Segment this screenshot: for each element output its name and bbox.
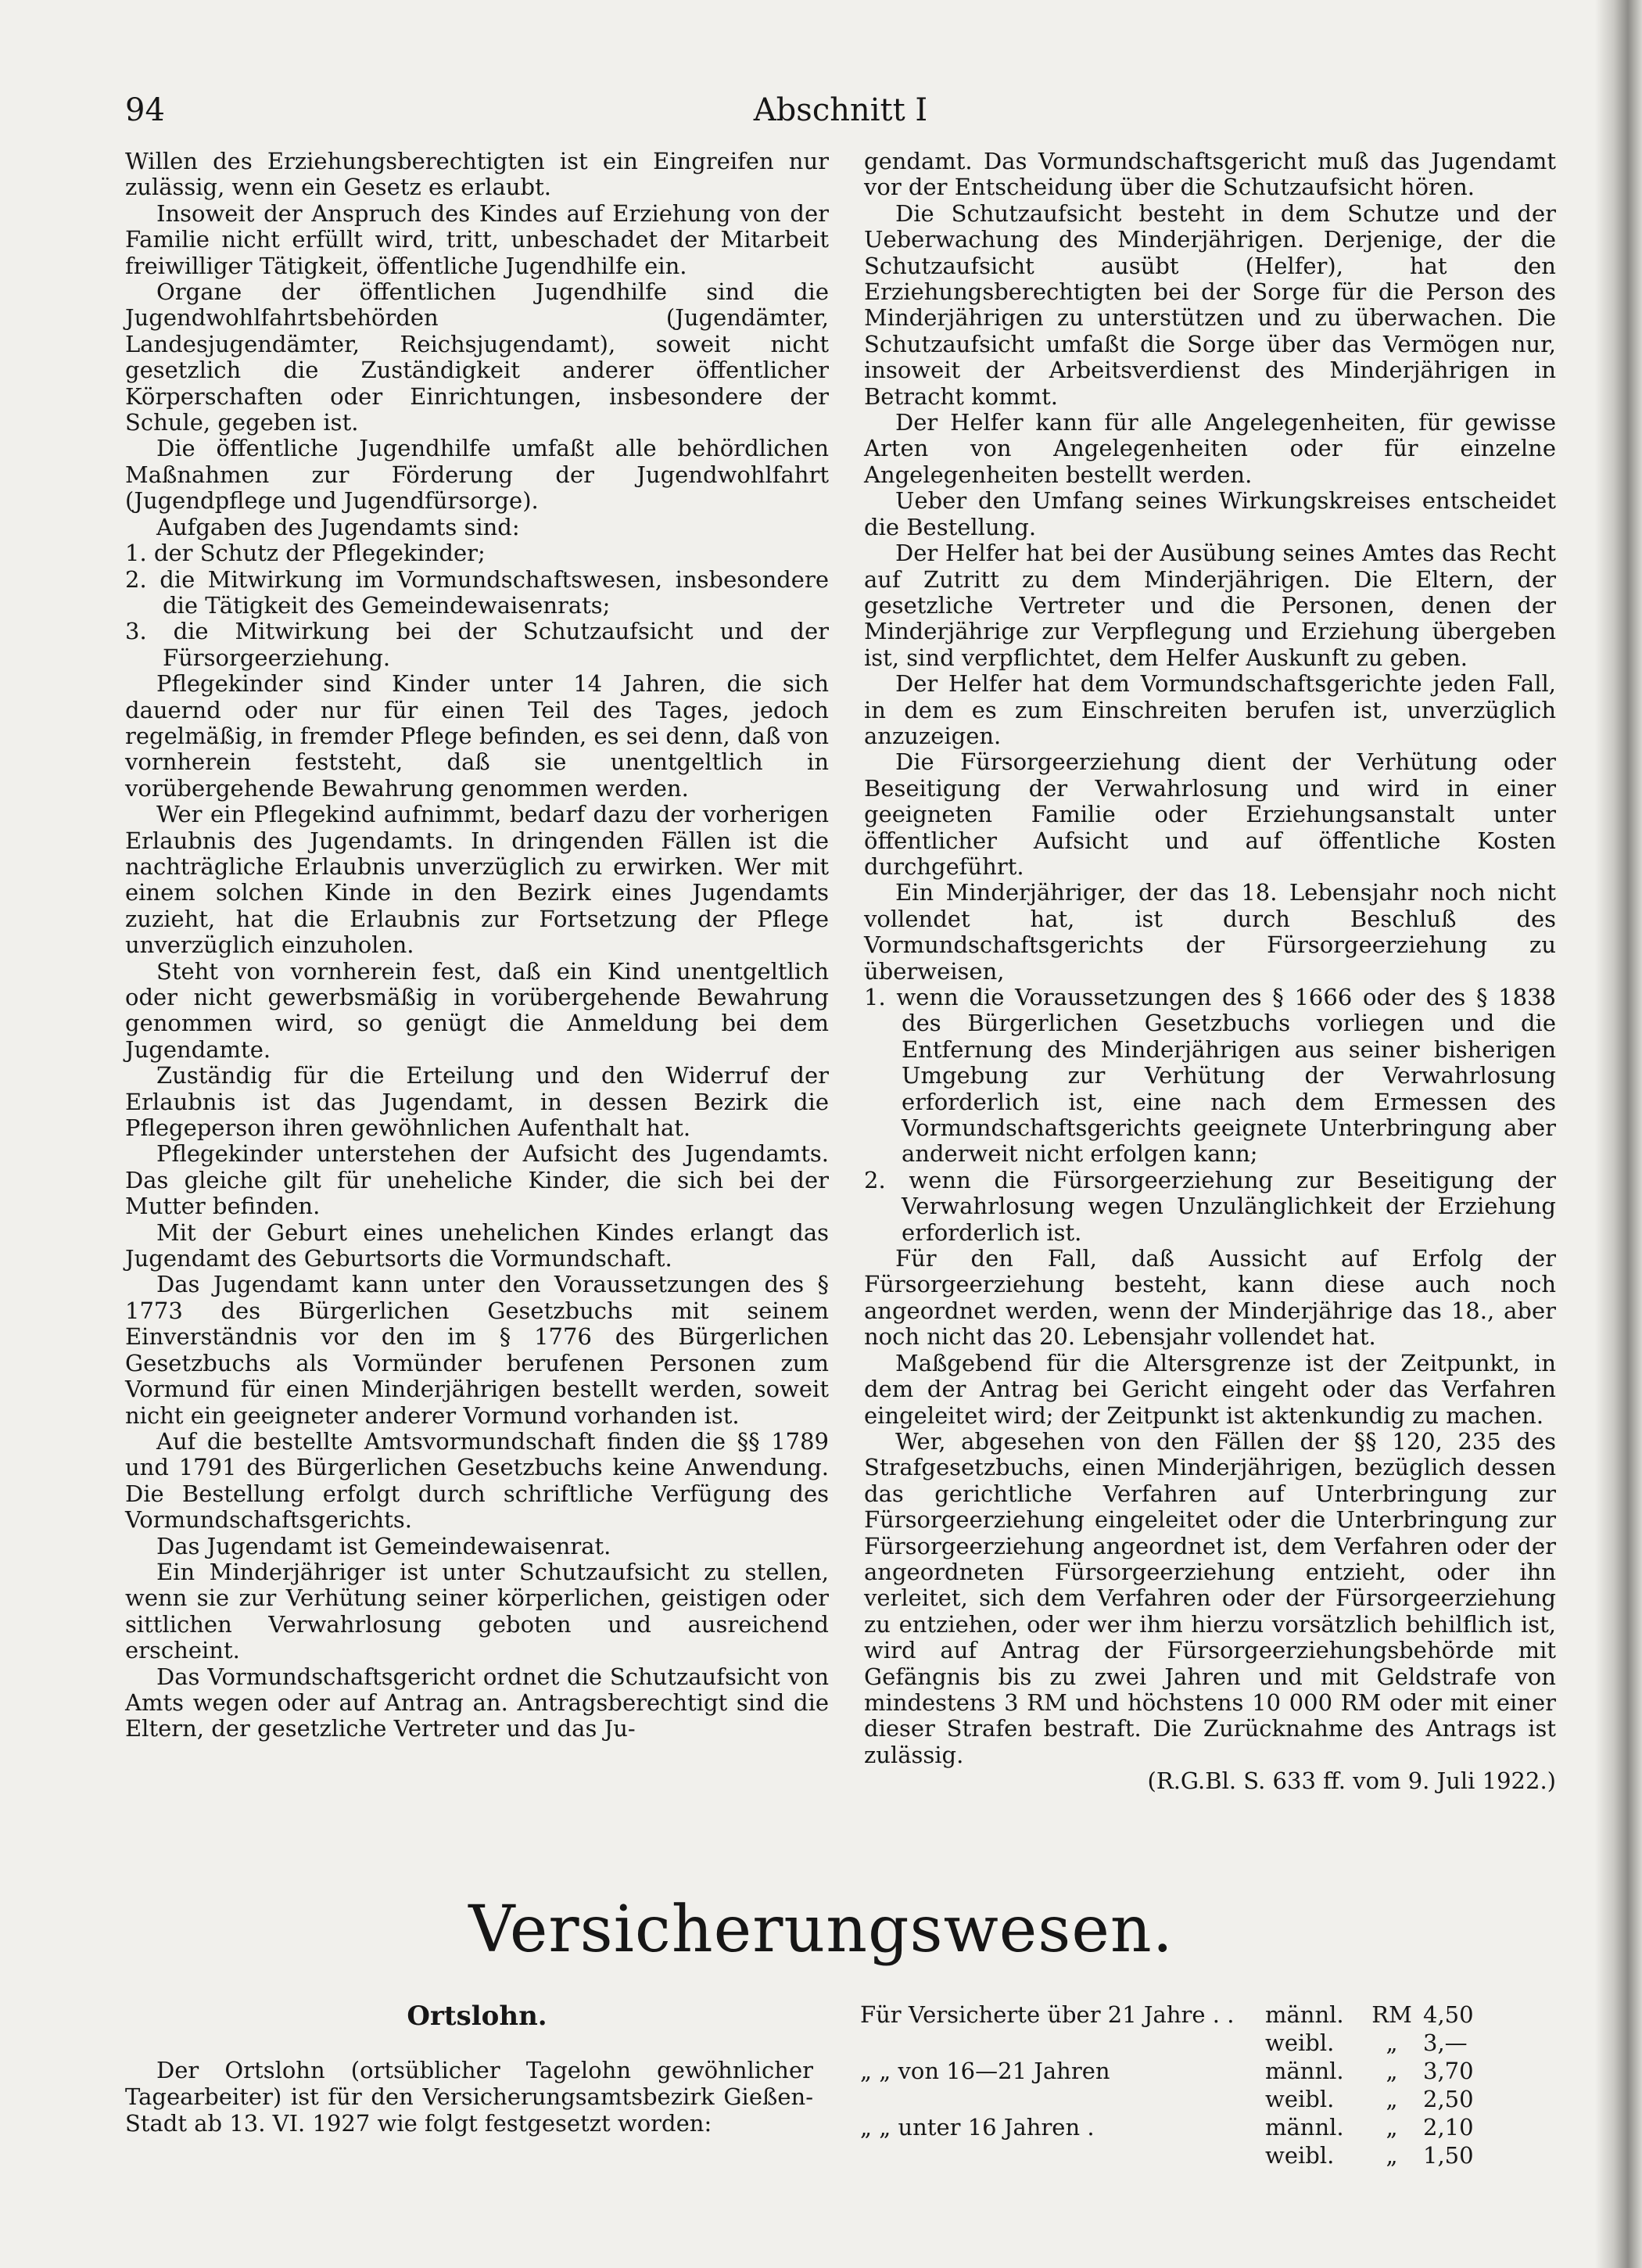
left-paragraph: Zuständig für die Erteilung und den Widerruf der Erlaubnis ist das Jugendamt, in dessen Bezirk die Pflegeperson ihren gewöhnlichen Aufenthalt hat. bbox=[125, 1062, 829, 1142]
wage-label: Für Versicherte über 21 Jahre . . bbox=[860, 2001, 1235, 2028]
right-paragraph: Ein Minderjähriger, der das 18. Lebensjahr noch nicht vollendet hat, ist durch Beschluß des Vormundschaftsgerichts der Fürsorgeerziehung zu überweisen, bbox=[864, 879, 1556, 985]
left-paragraph: Das Vormundschaftsgericht ordnet die Schutzaufsicht von Amts wegen oder auf Antrag an. Antragsberechtigt sind die Eltern, der gesetzliche Vertreter und das Ju- bbox=[125, 1663, 829, 1742]
wage-amount: 1,50 bbox=[1423, 2142, 1474, 2169]
left-paragraph: Das Jugendamt ist Gemeindewaisenrat. bbox=[156, 1532, 611, 1559]
wage-label bbox=[860, 2029, 1265, 2057]
left-paragraph: Die öffentliche Jugendhilfe umfaßt alle behördlichen Maßnahmen zur Förderung der Jugendwohlfahrt (Jugendpflege und Jugendfürsorge). bbox=[125, 435, 829, 515]
table-row bbox=[860, 2001, 1556, 2029]
left-paragraph: Organe der öffentlichen Jugendhilfe sind die Jugendwohlfahrtsbehörden (Jugendämter, Landesjugendämter, Reichsjugendamt), soweit nicht gesetzlich die Zuständigkeit anderer öffentlicher Körperschaften oder Einrichtungen, insbesondere der Schule, gegeben ist. bbox=[125, 278, 829, 436]
wage-amount: 3,— bbox=[1423, 2029, 1468, 2056]
left-paragraph: Ein Minderjähriger ist unter Schutzaufsicht zu stellen, wenn sie zur Verhütung seiner körperlichen, geistigen oder sittlichen Verwahrlosung geboten und ausreichend erscheint. bbox=[125, 1558, 829, 1664]
left-paragraph: Wer ein Pflegekind aufnimmt, bedarf dazu der vorherigen Erlaubnis des Jugendamts. In dringenden Fällen ist die nachträgliche Erlaubnis unverzüglich zu erwirken. Wer mit einem solchen Kinde in den Bezirk eines Jugendamts zuzieht, hat die Erlaubnis zur Fortsetzung der Pflege unverzüglich einzuholen. bbox=[125, 801, 829, 959]
right-citation: (R.G.Bl. S. 633 ff. vom 9. Juli 1922.) bbox=[1147, 1767, 1556, 1795]
wage-currency: „ bbox=[1386, 2114, 1398, 2141]
left-column bbox=[125, 149, 829, 1742]
right-list-item: 2. wenn die Fürsorgeerziehung zur Beseitigung der Verwahrlosung wegen Unzulänglichkeit der Erziehung erforderlich ist. bbox=[864, 1166, 1556, 1246]
table-row bbox=[860, 2057, 1556, 2085]
ortslohn-paragraph: Der Ortslohn (ortsüblicher Tagelohn gewöhnlicher Tagearbeiter) ist für den Versicherungsamtsbezirk Gießen-Stadt ab 13. VI. 1927 wie folgt festgesetzt worden: bbox=[125, 2057, 813, 2137]
left-list-item: 2. die Mitwirkung im Vormundschaftswesen, insbesondere die Tätigkeit des Gemeindewaisenrats; bbox=[125, 565, 829, 619]
right-column bbox=[864, 149, 1556, 1795]
left-list-item: 1. der Schutz der Pflegekinder; bbox=[125, 540, 486, 567]
left-paragraph: Insoweit der Anspruch des Kindes auf Erziehung von der Familie nicht erfüllt wird, tritt, unbeschadet der Mitarbeit freiwilliger Tätigkeit, öffentliche Jugendhilfe ein. bbox=[125, 199, 829, 279]
wage-currency: „ bbox=[1386, 2058, 1398, 2084]
wage-currency: „ bbox=[1386, 2029, 1398, 2056]
right-paragraph: Wer, abgesehen von den Fällen der §§ 120, 235 des Strafgesetzbuchs, einen Minderjährigen, bezüglich dessen das gerichtliche Verfahren auf Unterbringung zur Fürsorgeerziehung eingeleitet oder die Unterbringung zur Fürsorgeerziehung angeordnet ist, dem Verfahren oder der angeordneten Fürsorgeerziehung entzieht, oder ihn verleitet, sich dem Verfahren oder der Fürsorgeerziehung zu entziehen, oder wer ihm hierzu vorsätzlich behilflich ist, wird auf Antrag der Fürsorgeerziehungsbehörde mit Gefängnis bis zu zwei Jahren und mit Geldstrafe von mindestens 3 RM und höchstens 10 000 RM oder mit einer dieser Strafen bestraft. Die Zurücknahme des Antrags ist zulässig. bbox=[864, 1427, 1556, 1768]
wage-sex: weibl. bbox=[1265, 2029, 1335, 2056]
table-row bbox=[860, 2085, 1556, 2113]
page-number: 94 bbox=[125, 92, 165, 128]
running-head: Abschnitt I bbox=[753, 92, 928, 128]
right-paragraph: Für den Fall, daß Aussicht auf Erfolg der Fürsorgeerziehung besteht, kann diese auch noch angeordnet werden, wenn der Minderjährige das 18., aber noch nicht das 20. Lebensjahr vollendet hat. bbox=[864, 1245, 1556, 1351]
wage-amount: 3,70 bbox=[1423, 2058, 1474, 2084]
right-paragraph: gendamt. Das Vormundschaftsgericht muß das Jugendamt vor der Entscheidung über die Schutzaufsicht hören. bbox=[864, 148, 1556, 201]
right-list-item: 1. wenn die Voraussetzungen des § 1666 oder des § 1838 des Bürgerlichen Gesetzbuchs vorliegen und die Entfernung des Minderjährigen aus seiner bisherigen Umgebung zur Verhütung der Verwahrlosung erforderlich ist, eine nach dem Ermessen des Vormundschaftsgerichts geeignete Unterbringung aber anderweit nicht erfolgen kann; bbox=[864, 984, 1556, 1168]
left-paragraph: Das Jugendamt kann unter den Voraussetzungen des § 1773 des Bürgerlichen Gesetzbuchs mit seinem Einverständnis vor den im § 1776 des Bürgerlichen Gesetzbuchs als Vormünder berufenen Personen zum Vormund für einen Minderjährigen bestellt werden, soweit nicht ein geeigneter anderer Vormund vorhanden ist. bbox=[125, 1271, 829, 1429]
table-row bbox=[860, 2141, 1556, 2169]
wage-amount: 2,10 bbox=[1423, 2114, 1474, 2141]
subsection-heading: Ortslohn. bbox=[407, 2001, 547, 2032]
wage-label: „ „ von 16—21 Jahren bbox=[860, 2058, 1110, 2084]
right-paragraph: Maßgebend für die Altersgrenze ist der Zeitpunkt, in dem der Antrag bei Gericht eingeht oder das Verfahren eingeleitet wird; der Zeitpunkt ist aktenkundig zu machen. bbox=[864, 1349, 1556, 1429]
wage-sex: männl. bbox=[1265, 2001, 1344, 2028]
left-paragraph: Pflegekinder sind Kinder unter 14 Jahren, die sich dauernd oder nur für einen Teil des Tages, jedoch regelmäßig, in fremder Pflege befinden, es sei denn, daß von vornherein feststeht, daß sie unentgeltlich in vorübergehende Bewahrung genommen werden. bbox=[125, 670, 829, 802]
wage-sex: weibl. bbox=[1265, 2086, 1335, 2112]
wage-amount: 4,50 bbox=[1423, 2001, 1474, 2028]
wage-currency: „ bbox=[1386, 2086, 1398, 2112]
wage-currency: RM bbox=[1371, 2001, 1412, 2028]
wage-sex: männl. bbox=[1265, 2114, 1344, 2141]
left-paragraph: Mit der Geburt eines unehelichen Kindes erlangt das Jugendamt des Geburtsorts die Vormundschaft. bbox=[125, 1218, 829, 1272]
wage-label: „ „ unter 16 Jahren . bbox=[860, 2114, 1095, 2141]
left-paragraph: Willen des Erziehungsberechtigten ist ein Eingreifen nur zulässig, wenn ein Gesetz es erlaubt. bbox=[125, 148, 829, 201]
left-paragraph: Pflegekinder unterstehen der Aufsicht des Jugendamts. Das gleiche gilt für uneheliche Kinder, die sich bei der Mutter befinden. bbox=[125, 1140, 829, 1220]
left-list-item: 3. die Mitwirkung bei der Schutzaufsicht und der Fürsorgeerziehung. bbox=[125, 618, 829, 671]
right-paragraph: Der Helfer hat dem Vormundschaftsgerichte jeden Fall, in dem es zum Einschreiten berufen ist, unverzüglich anzuzeigen. bbox=[864, 670, 1556, 749]
wage-sex: männl. bbox=[1265, 2058, 1344, 2084]
wage-label bbox=[860, 2085, 1265, 2113]
wage-amount: 2,50 bbox=[1423, 2086, 1474, 2112]
right-paragraph: Der Helfer kann für alle Angelegenheiten, für gewisse Arten von Angelegenheiten oder für einzelne Angelegenheiten bestellt werden. bbox=[864, 409, 1556, 488]
wage-sex: weibl. bbox=[1265, 2142, 1335, 2169]
left-paragraph: Steht von vornherein fest, daß ein Kind unentgeltlich oder nicht gewerbsmäßig in vorübergehende Bewahrung genommen wird, so genügt die Anmeldung bei dem Jugendamte. bbox=[125, 957, 829, 1063]
section-heading: Versicherungswesen. bbox=[468, 1893, 1174, 1967]
right-paragraph: Ueber den Umfang seines Wirkungskreises entscheidet die Bestellung. bbox=[864, 487, 1556, 540]
left-paragraph: Aufgaben des Jugendamts sind: bbox=[156, 513, 520, 540]
left-paragraph: Auf die bestellte Amtsvormundschaft finden die §§ 1789 und 1791 des Bürgerlichen Gesetzbuchs keine Anwendung. Die Bestellung erfolgt durch schriftliche Verfügung des Vormundschaftsgerichts. bbox=[125, 1427, 829, 1534]
table-row bbox=[860, 2113, 1556, 2141]
page-header bbox=[125, 92, 1556, 139]
ortslohn-text bbox=[125, 2057, 813, 2137]
right-paragraph: Die Fürsorgeerziehung dient der Verhütung oder Beseitigung der Verwahrlosung und wird in einer geeigneten Familie oder Erziehungsanstalt unter öffentlicher Aufsicht und auf öffentliche Kosten durchgeführt. bbox=[864, 748, 1556, 880]
wage-currency: „ bbox=[1386, 2142, 1398, 2169]
wage-label bbox=[860, 2141, 1265, 2169]
table-row bbox=[860, 2029, 1556, 2057]
wage-table bbox=[860, 2001, 1556, 2169]
right-paragraph: Die Schutzaufsicht besteht in dem Schutze und der Ueberwachung des Minderjährigen. Derjenige, der die Schutzaufsicht ausübt (Helfer), hat den Erziehungsberechtigten bei der Sorge für die Person des Minderjährigen zu unterstützen und zu überwachen. Die Schutzaufsicht umfaßt die Sorge über das Vermögen nur, insoweit der Arbeitsverdienst des Minderjährigen in Betracht kommt. bbox=[864, 199, 1556, 410]
right-paragraph: Der Helfer hat bei der Ausübung seines Amtes das Recht auf Zutritt zu dem Minderjährigen. Die Eltern, der gesetzliche Vertreter und die Personen, denen der Minderjährige zur Verpflegung und Erziehung übergeben ist, sind verpflichtet, dem Helfer Auskunft zu geben. bbox=[864, 540, 1556, 671]
